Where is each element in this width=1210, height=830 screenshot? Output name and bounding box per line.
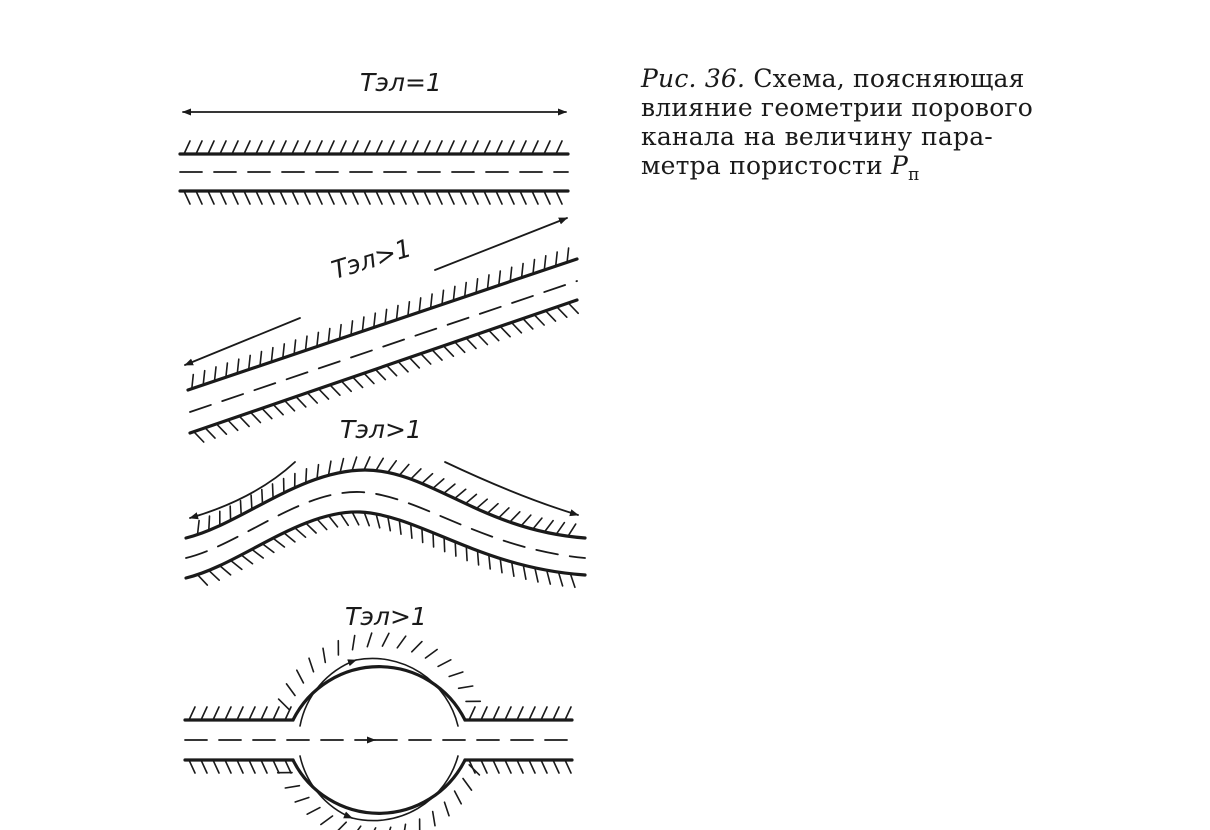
flow-arrow	[300, 756, 352, 818]
wall-hatching	[184, 141, 562, 154]
caption-line-1: Рис. 36. Схема, поясняющая	[641, 64, 1025, 93]
figure-caption	[641, 64, 1033, 190]
label-curved-channel: Tэл>1	[340, 415, 422, 444]
length-arrow	[445, 462, 578, 515]
channel-wall-top	[188, 259, 577, 390]
pore-wall-upper	[293, 667, 465, 720]
channel-axis	[190, 281, 577, 412]
label-inclined-channel: Tэл>1	[328, 233, 415, 285]
flow-arrow	[300, 660, 356, 726]
label-dilated-channel: Tэл>1	[345, 602, 427, 631]
pore-wall-lower	[293, 760, 465, 813]
figure-number: Рис. 36.	[641, 64, 746, 93]
flow-line	[356, 658, 458, 726]
wall-hatching	[189, 760, 291, 773]
wall-hatching	[469, 707, 571, 720]
channel-axis	[186, 492, 585, 558]
wall-hatching	[469, 760, 571, 773]
wall-hatching	[184, 191, 562, 204]
length-arrow	[435, 218, 567, 270]
caption-line-2: влияние геометрии порового	[641, 93, 1033, 122]
label-straight-channel: Tэл=1	[360, 68, 442, 97]
channel-wall-bottom	[190, 300, 577, 433]
wall-hatching	[189, 707, 291, 720]
length-arrow	[190, 462, 295, 518]
caption-line-4: метра пористости $P_п$	[641, 151, 920, 185]
caption-line-3: канала на величину пара-	[641, 122, 993, 151]
channel-wall-top	[186, 470, 585, 538]
porosity-symbol: P	[891, 151, 909, 180]
